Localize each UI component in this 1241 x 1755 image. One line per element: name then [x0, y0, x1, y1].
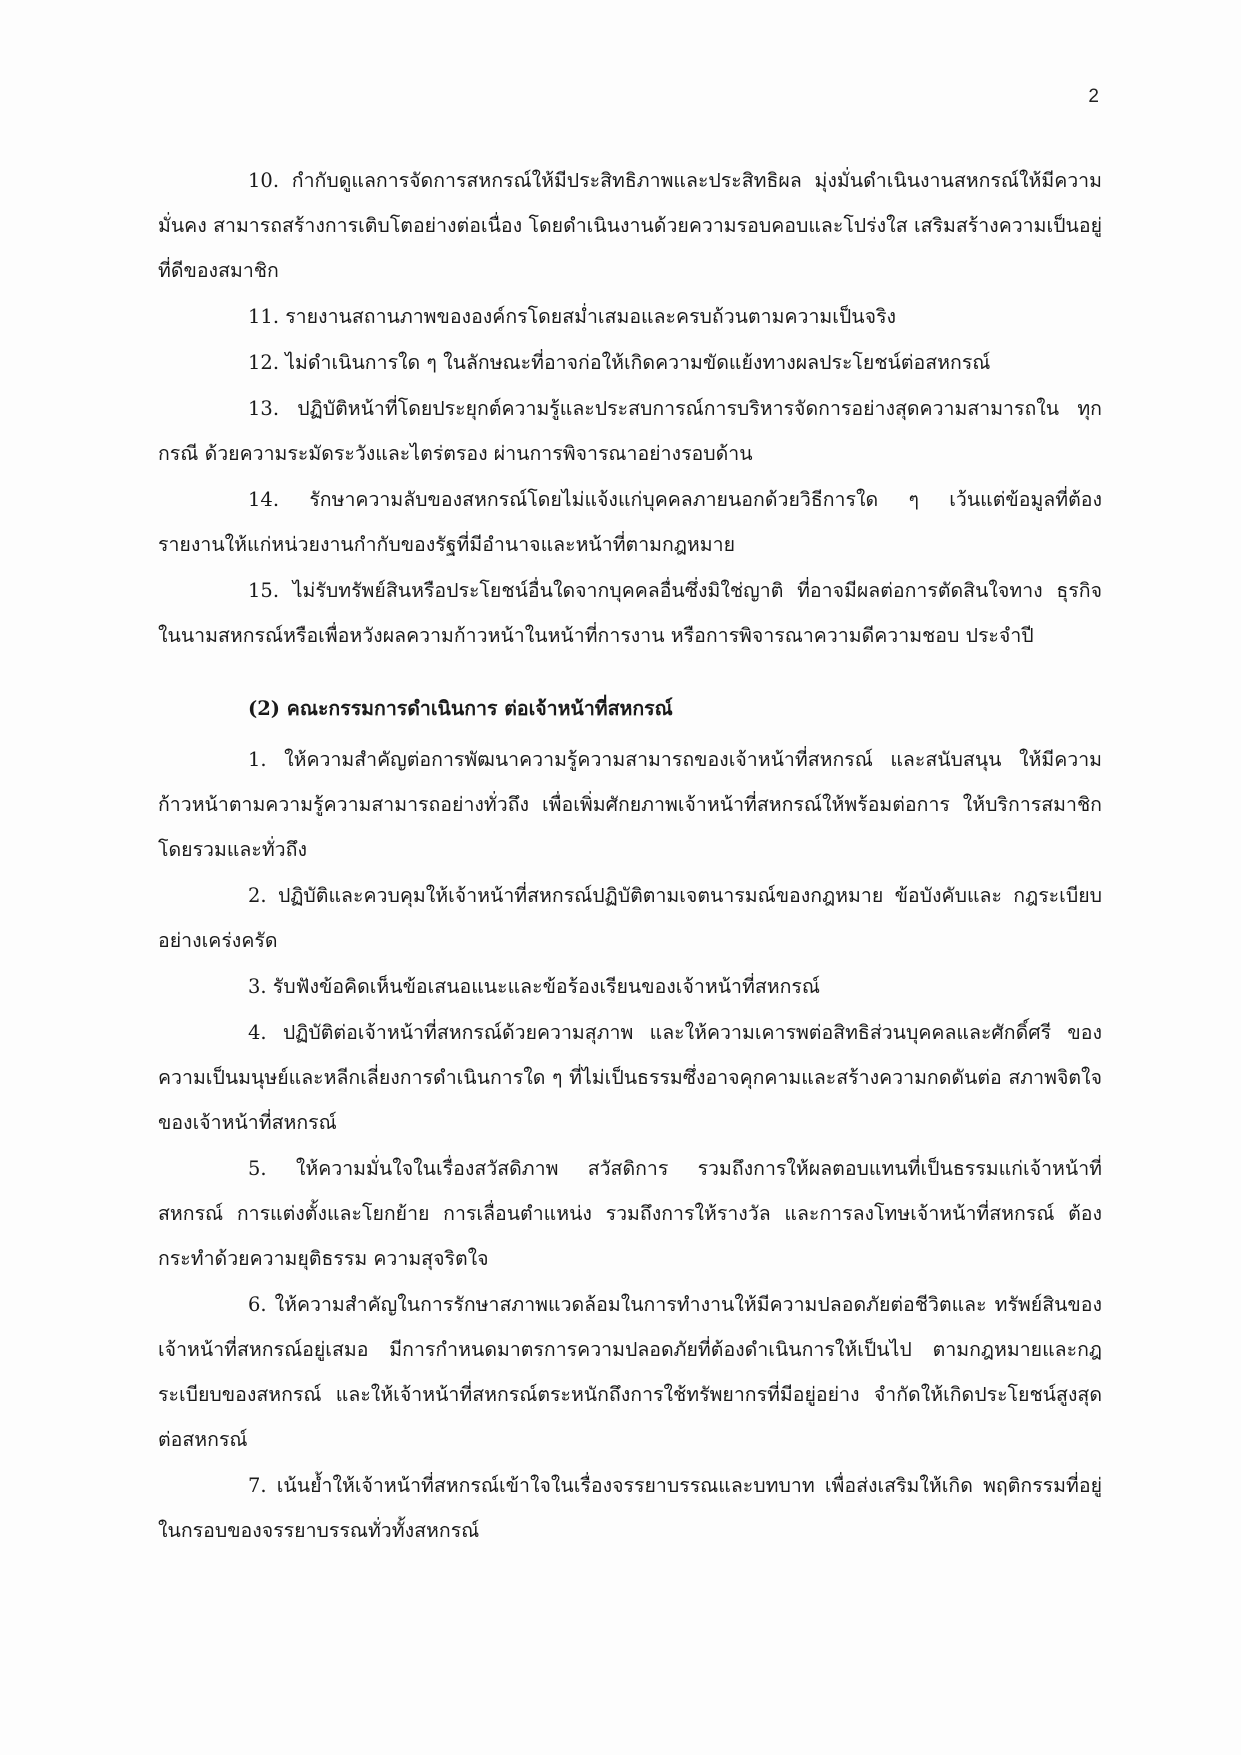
section2-item-5: 5. ให้ความมั่นใจในเรื่องสวัสดิภาพ สวัสดิการ รวมถึงการให้ผลตอบแทนที่เป็นธรรมแก่เจ้าหน้าที่ สหกรณ์ การแต่งตั้งและโยกย้าย การเลื่อนตำแหน่ง รวมถึงการให้รางวัล และการลงโทษเจ้าหน้าที่สหกรณ์ ต้องกระทำด้วยความยุติธรรม ความสุจริตใจ [158, 1157, 1102, 1270]
document-body [158, 158, 1102, 1554]
page-number: 2 [1088, 86, 1099, 107]
section1-item-15: 15. ไม่รับทรัพย์สินหรือประโยชน์อื่นใดจากบุคคลอื่นซึ่งมิใช่ญาติ ที่อาจมีผลต่อการตัดสินใจทาง ธุรกิจในนามสหกรณ์หรือเพื่อหวังผลความก้าวหน้าในหน้าที่การงาน หรือการพิจารณาความดีความชอบ ประจำปี [158, 579, 1102, 647]
section2-heading: (2) คณะกรรมการดำเนินการ ต่อเจ้าหน้าที่สหกรณ์ [248, 697, 673, 720]
section2-item-3: 3. รับฟังข้อคิดเห็นข้อเสนอแนะและข้อร้องเรียนของเจ้าหน้าที่สหกรณ์ [248, 975, 820, 998]
section1-item-12: 12. ไม่ดำเนินการใด ๆ ในลักษณะที่อาจก่อให้เกิดความขัดแย้งทางผลประโยชน์ต่อสหกรณ์ [248, 351, 991, 374]
section1-item-11: 11. รายงานสถานภาพขององค์กรโดยสม่ำเสมอและครบถ้วนตามความเป็นจริง [248, 305, 897, 328]
section1-item-13: 13. ปฏิบัติหน้าที่โดยประยุกต์ความรู้และประสบการณ์การบริหารจัดการอย่างสุดความสามารถใน ทุกกรณี ด้วยความระมัดระวังและไตร่ตรอง ผ่านการพิจารณาอย่างรอบด้าน [158, 397, 1102, 465]
section2-item-2: 2. ปฏิบัติและควบคุมให้เจ้าหน้าที่สหกรณ์ปฏิบัติตามเจตนารมณ์ของกฎหมาย ข้อบังคับและ กฎระเบียบอย่างเคร่งครัด [158, 884, 1102, 952]
section2-item-6: 6. ให้ความสำคัญในการรักษาสภาพแวดล้อมในการทำงานให้มีความปลอดภัยต่อชีวิตและ ทรัพย์สินของเจ้าหน้าที่สหกรณ์อยู่เสมอ มีการกำหนดมาตรการความปลอดภัยที่ต้องดำเนินการให้เป็นไป ตามกฎหมายและกฎระเบียบของสหกรณ์ และให้เจ้าหน้าที่สหกรณ์ตระหนักถึงการใช้ทรัพยากรที่มีอยู่อย่าง จำกัดให้เกิดประโยชน์สูงสุดต่อสหกรณ์ [158, 1293, 1102, 1451]
section2-item-1: 1. ให้ความสำคัญต่อการพัฒนาความรู้ความสามารถของเจ้าหน้าที่สหกรณ์ และสนับสนุน ให้มีความก้าวหน้าตามความรู้ความสามารถอย่างทั่วถึง เพื่อเพิ่มศักยภาพเจ้าหน้าที่สหกรณ์ให้พร้อมต่อการ ให้บริการสมาชิกโดยรวมและทั่วถึง [158, 748, 1102, 861]
section2-item-4: 4. ปฏิบัติต่อเจ้าหน้าที่สหกรณ์ด้วยความสุภาพ และให้ความเคารพต่อสิทธิส่วนบุคคลและศักดิ์ศรี ของความเป็นมนุษย์และหลีกเลี่ยงการดำเนินการใด ๆ ที่ไม่เป็นธรรมซึ่งอาจคุกคามและสร้างความกดดันต่อ สภาพจิตใจของเจ้าหน้าที่สหกรณ์ [158, 1021, 1102, 1134]
section2-item-7: 7. เน้นย้ำให้เจ้าหน้าที่สหกรณ์เข้าใจในเรื่องจรรยาบรรณและบทบาท เพื่อส่งเสริมให้เกิด พฤติกรรมที่อยู่ในกรอบของจรรยาบรรณทั่วทั้งสหกรณ์ [158, 1474, 1102, 1542]
section1-item-10: 10. กำกับดูแลการจัดการสหกรณ์ให้มีประสิทธิภาพและประสิทธิผล มุ่งมั่นดำเนินงานสหกรณ์ให้มีความมั่นคง สามารถสร้างการเติบโตอย่างต่อเนื่อง โดยดำเนินงานด้วยความรอบคอบและโปร่งใส เสริมสร้างความเป็นอยู่ที่ดีของสมาชิก [158, 169, 1102, 282]
section1-item-14: 14. รักษาความลับของสหกรณ์โดยไม่แจ้งแก่บุคคลภายนอกด้วยวิธีการใด ๆ เว้นแต่ข้อมูลที่ต้อง รายงานให้แก่หน่วยงานกำกับของรัฐที่มีอำนาจและหน้าที่ตามกฎหมาย [158, 488, 1102, 556]
